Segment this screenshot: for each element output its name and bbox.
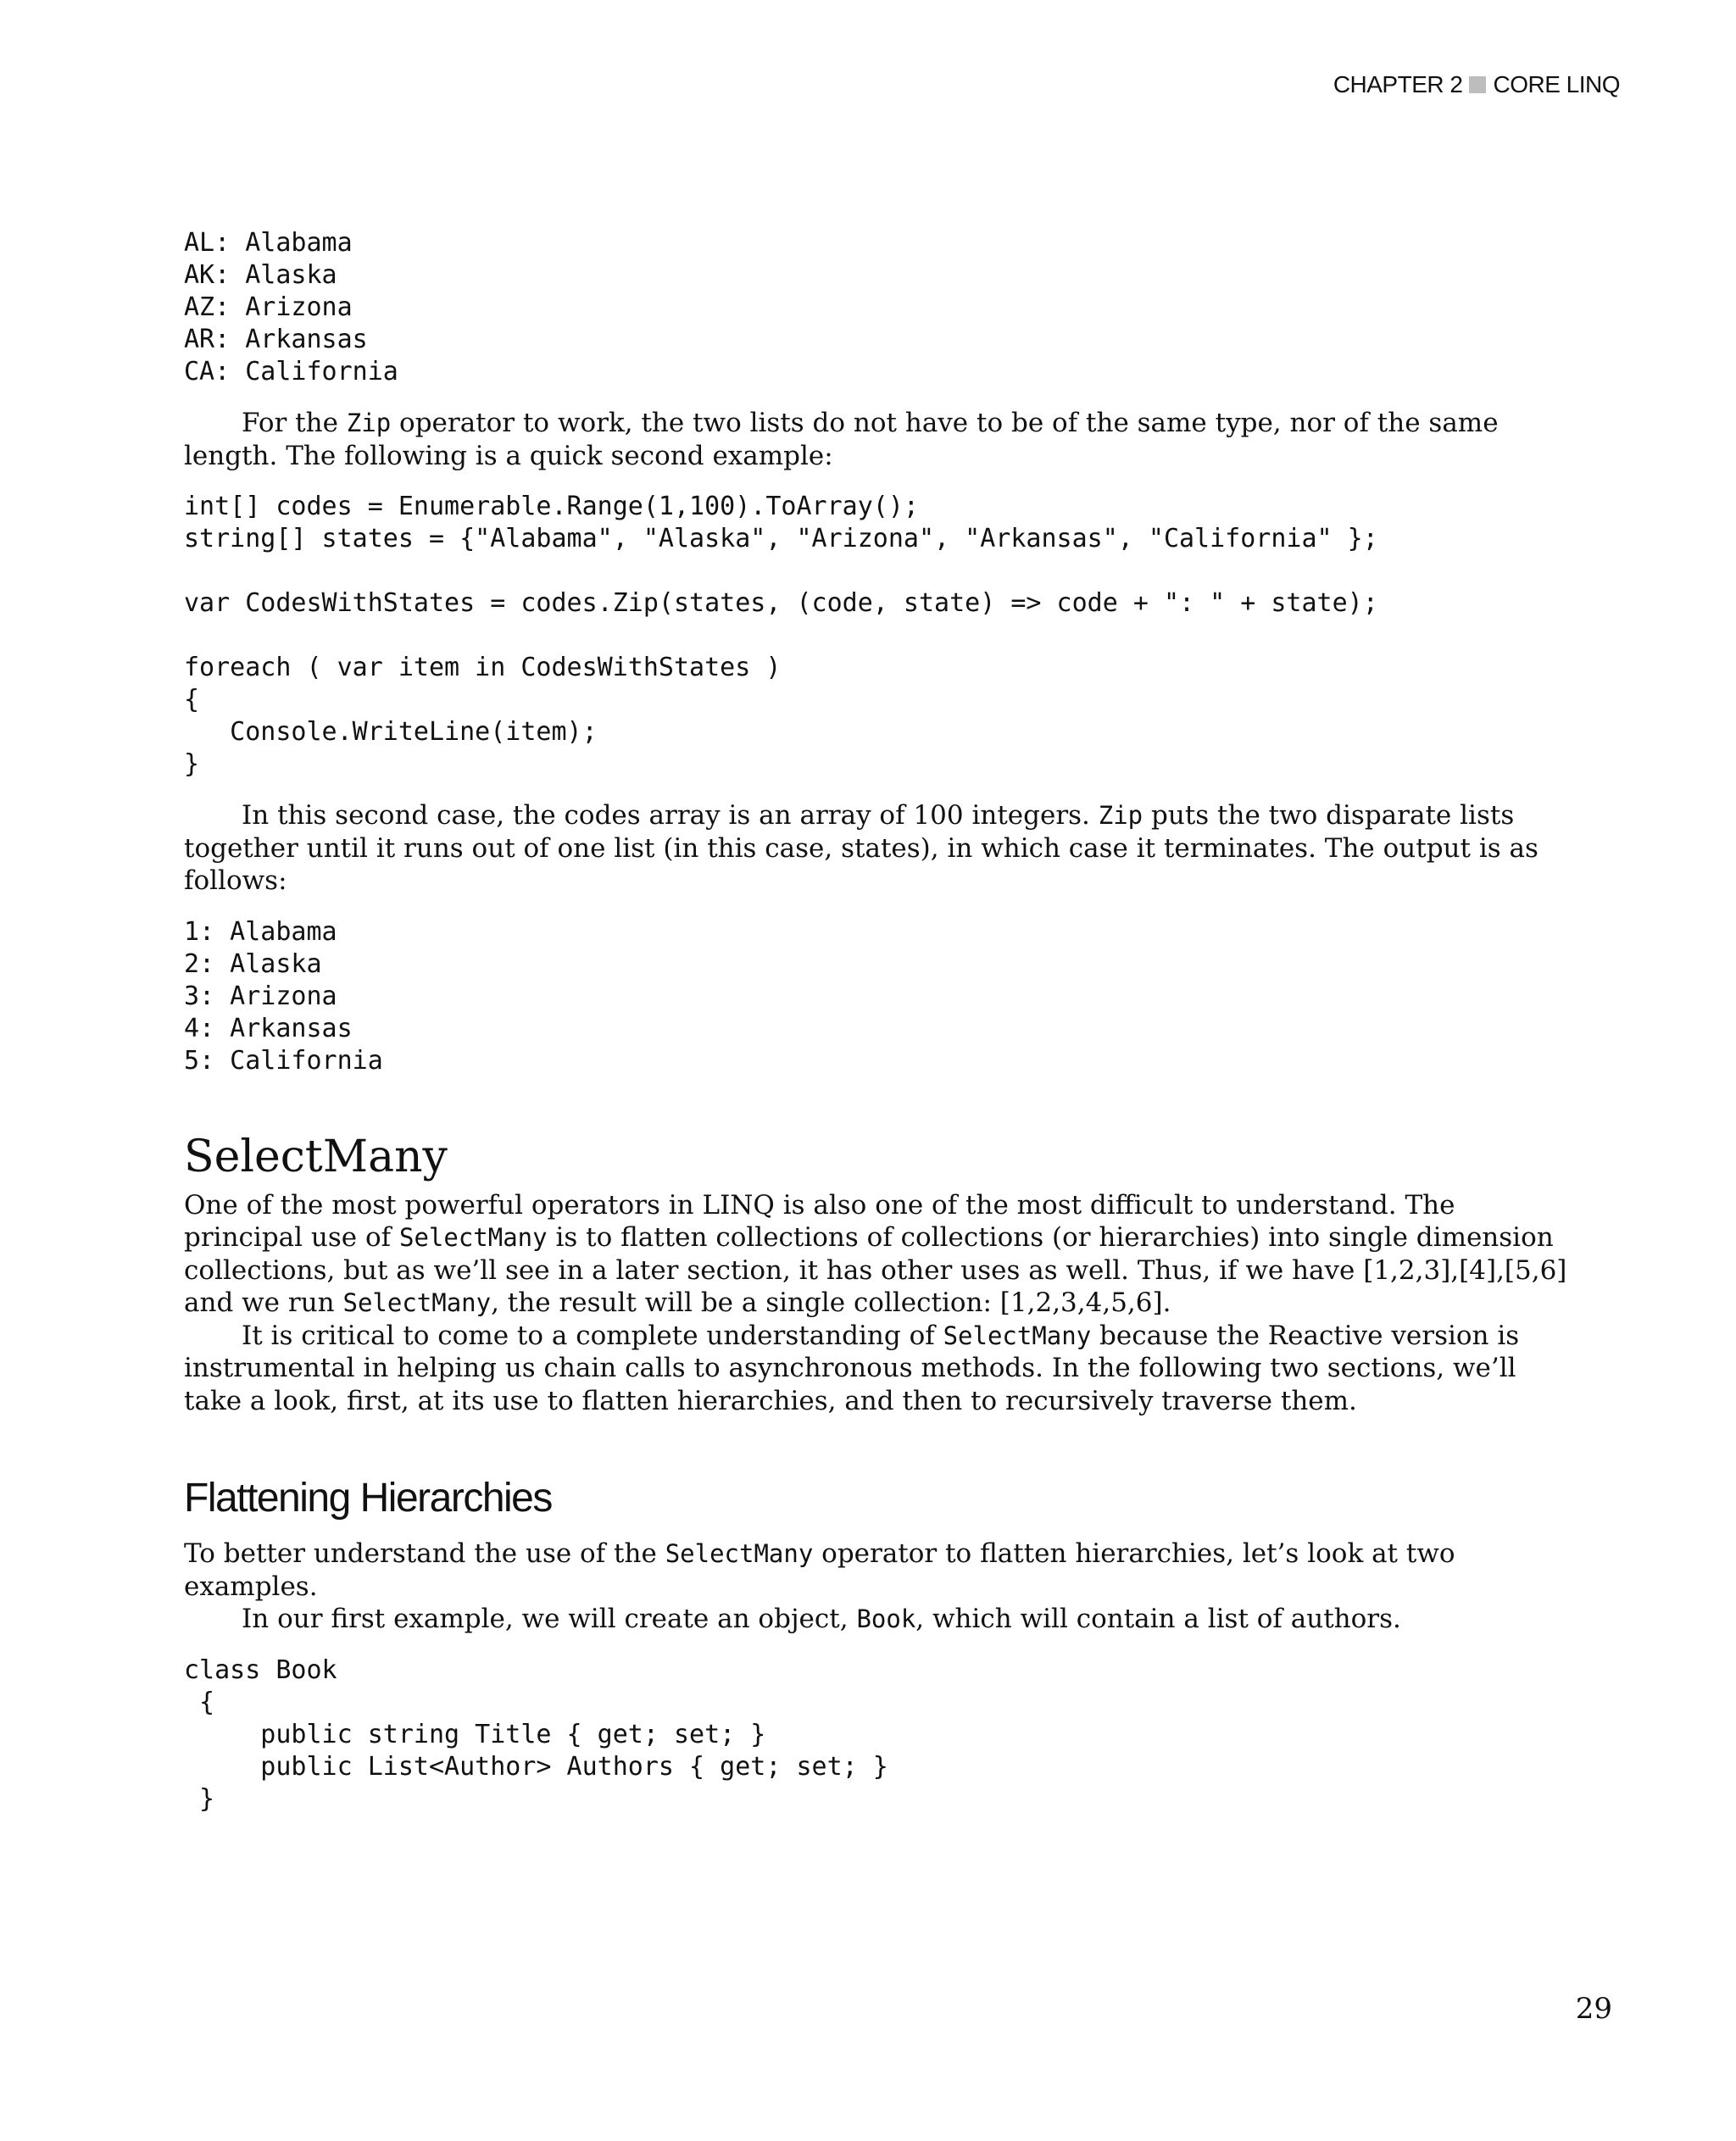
paragraph-book-example — [184, 1603, 1574, 1636]
inline-code: SelectMany — [943, 1321, 1092, 1350]
paragraph-second-case — [184, 799, 1574, 898]
running-head — [1333, 71, 1620, 98]
inline-code: SelectMany — [665, 1539, 814, 1568]
code-output-state-abbreviations: AL: Alabama AK: Alaska AZ: Arizona AR: Arkansas CA: California — [184, 228, 398, 386]
text-span: is to flatten collections of collections (or hierarchies) into single dimension collections, but as we’ll see in a later section, it has other uses as well. Thus, if we have [1,2,3],[4],[5,6] and we run — [184, 1222, 1567, 1318]
inline-code: SelectMany — [342, 1288, 492, 1317]
separator-square-icon — [1469, 76, 1486, 93]
text-span: For the — [242, 408, 347, 438]
subsection-heading-flattening: Flattening Hierarchies — [184, 1476, 552, 1521]
text-span: puts the two disparate lists together until it runs out of one list (in this case, states), in which case it terminates. The output is as follows: — [184, 800, 1538, 896]
inline-code: Zip — [1098, 801, 1143, 830]
page-body — [184, 227, 1574, 1816]
page-number: 29 — [1575, 1992, 1612, 2026]
code-output-numbered-states: 1: Alabama 2: Alaska 3: Arizona 4: Arkansas 5: California — [184, 916, 383, 1076]
paragraph-zip-intro — [184, 407, 1574, 472]
chapter-title: CORE LINQ — [1493, 71, 1620, 97]
text-span: , the result will be a single collection: [1,2,3,4,5,6]. — [491, 1287, 1171, 1318]
text-span: It is critical to come to a complete understanding of — [242, 1320, 943, 1351]
text-span: because the Reactive version is instrumental in helping us chain calls to asynchronous methods. In the following two sections, we’ll take a look, first, at its use to flatten hierarchies, and then to recursively traverse them. — [184, 1320, 1520, 1416]
code-book-class: class Book { public string Title { get; set; } public List<Author> Authors { get; set; } } — [184, 1654, 888, 1814]
section-heading-selectmany: SelectMany — [184, 1131, 448, 1182]
inline-code: Zip — [346, 409, 392, 437]
text-span: One of the most powerful operators in LINQ is also one of the most difficult to understand. The principal use of — [184, 1189, 1455, 1253]
inline-code: SelectMany — [398, 1223, 548, 1252]
chapter-label: CHAPTER 2 — [1333, 71, 1463, 97]
paragraph-selectmany-intro — [184, 1189, 1574, 1320]
code-zip-example: int[] codes = Enumerable.Range(1,100).ToArray(); string[] states = {"Alabama", "Alaska", "Arizona", "Arkansas", "California" }; var CodesWithStates = codes.Zip(states, (code, state) => code + ": " + state); foreach ( var item in CodesWithStates ) { Console.WriteLine(item); } — [184, 492, 1378, 779]
text-span: In this second case, the codes array is an array of 100 integers. — [242, 800, 1099, 831]
text-span: operator to flatten hierarchies, let’s look at two examples. — [184, 1538, 1455, 1602]
text-span: To better understand the use of the — [184, 1538, 665, 1569]
text-span: In our first example, we will create an object, — [242, 1604, 857, 1634]
inline-code: Book — [856, 1604, 916, 1633]
paragraph-selectmany-critical — [184, 1320, 1574, 1418]
text-span: operator to work, the two lists do not have to be of the same type, nor of the same length. The following is a quick second example: — [184, 408, 1499, 471]
paragraph-flattening-intro — [184, 1538, 1574, 1603]
text-span: , which will contain a list of authors. — [915, 1604, 1401, 1634]
